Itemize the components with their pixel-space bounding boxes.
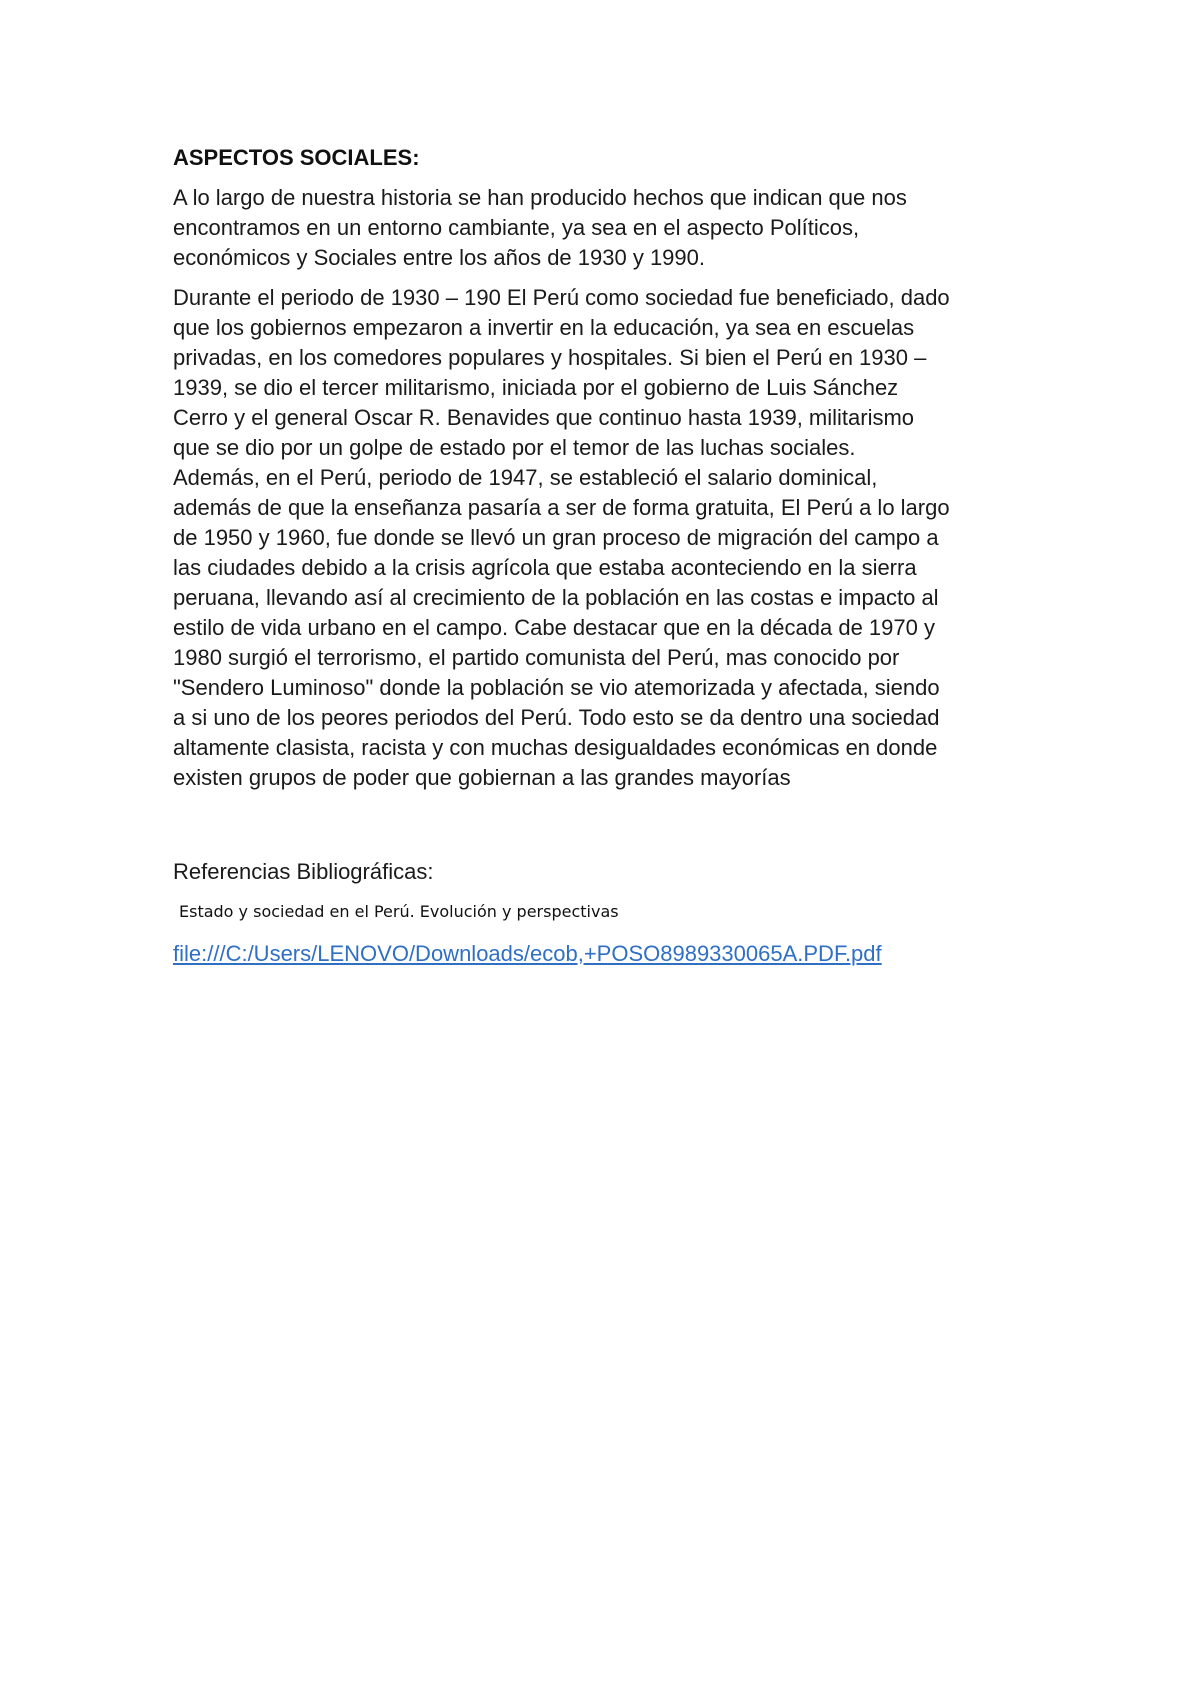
section-heading: ASPECTOS SOCIALES: [173, 145, 420, 170]
spacer [173, 803, 1053, 857]
body-paragraph: Durante el periodo de 1930 – 190 El Perú como sociedad fue beneficiado, dado que los gobiernos empezaron a invertir en la educación, ya sea en escuelas privadas, en los comedores populares y hospitales. Si bien el Perú en 1930 – 1939, se dio el tercer militarismo, iniciada por el gobierno de Luis Sánchez Cerro y el general Oscar R. Benavides que continuo hasta 1939, militarismo que se dio por un golpe de estado por el temor de las luchas sociales. Además, en el Perú, periodo de 1947, se estableció el salario dominical, además de que la enseñanza pasaría a ser de forma gratuita, El Perú a lo largo de 1950 y 1960, fue donde se llevó un gran proceso de migración del campo a las ciudades debido a la crisis agrícola que estaba aconteciendo en la sierra peruana, llevando así al crecimiento de la población en las costas e impacto al estilo de vida urbano en el campo. Cabe destacar que en la década de 1970 y 1980 surgió el terrorismo, el partido comunista del Perú, mas conocido por "Sendero Luminoso" donde la población se vio atemorizada y afectada, siendo a si uno de los peores periodos del Perú. Todo esto se da dentro una sociedad altamente clasista, racista y con muchas desigualdades económicas en donde existen grupos de poder que gobiernan a las grandes mayorías [173, 285, 950, 790]
reference-title: Estado y sociedad en el Perú. Evolución y perspectivas [179, 902, 619, 921]
document-body [173, 143, 1053, 969]
references-label: Referencias Bibliográficas: [173, 859, 434, 884]
intro-paragraph: A lo largo de nuestra historia se han producido hechos que indican que nos encontramos en un entorno cambiante, ya sea en el aspecto Políticos, económicos y Sociales entre los años de 1930 y 1990. [173, 185, 907, 270]
reference-link[interactable]: file:///C:/Users/LENOVO/Downloads/ecob,+POSO8989330065A.PDF.pdf [173, 941, 882, 966]
